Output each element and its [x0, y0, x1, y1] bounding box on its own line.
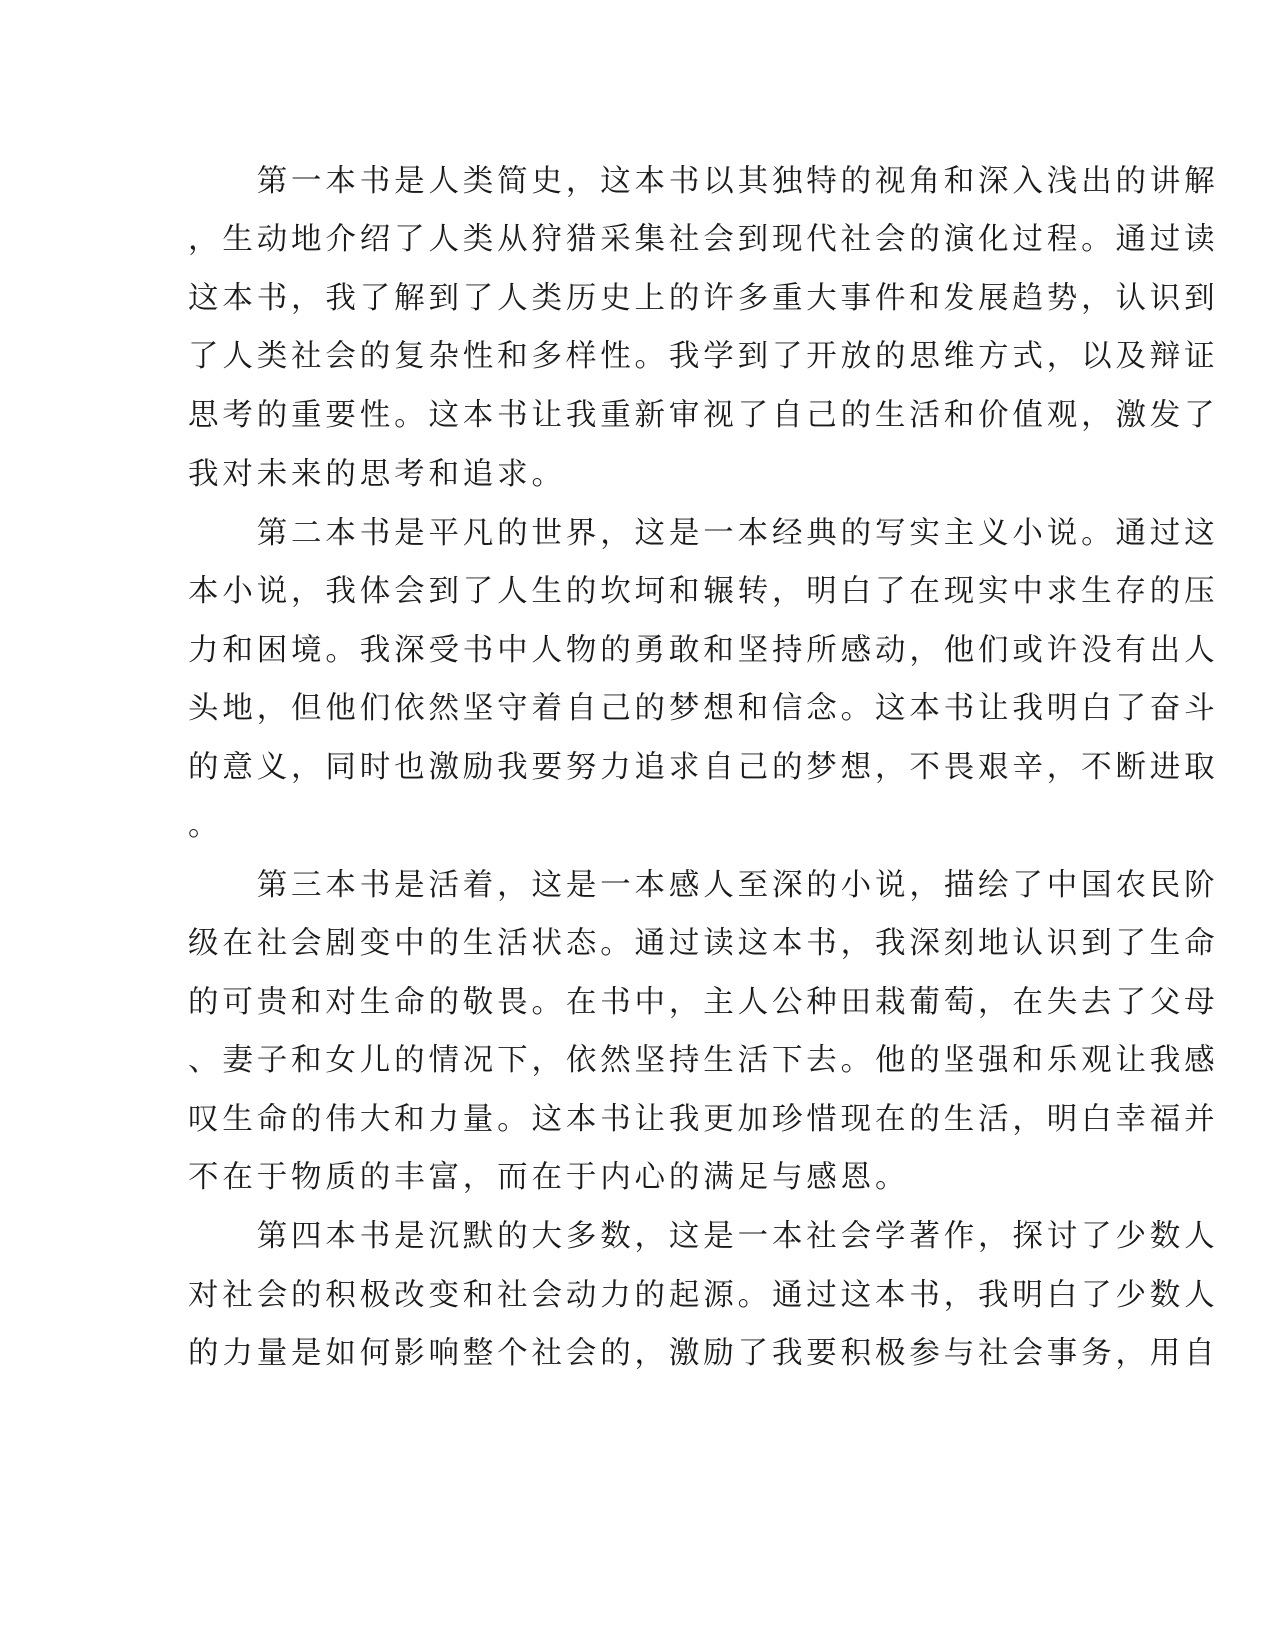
paragraph-2-line-4: 头地，但他们依然坚守着自己的梦想和信念。这本书让我明白了奋斗: [188, 691, 1219, 726]
paragraph-3-line-6: 不在于物质的丰富，而在于内心的满足与感恩。: [188, 1160, 910, 1195]
paragraph-4-line-1: 第四本书是沉默的大多数，这是一本社会学著作，探讨了少数人: [188, 1219, 1219, 1254]
paragraph-2-line-6: 。: [188, 808, 223, 843]
paragraph-3-line-5: 叹生命的伟大和力量。这本书让我更加珍惜现在的生活，明白幸福并: [188, 1102, 1219, 1137]
paragraph-1-line-6: 我对未来的思考和追求。: [188, 457, 566, 492]
paragraph-3-line-1: 第三本书是活着，这是一本感人至深的小说，描绘了中国农民阶: [188, 868, 1219, 903]
paragraph-3-line-4: 、妻子和女儿的情况下，依然坚持生活下去。他的坚强和乐观让我感: [188, 1043, 1219, 1078]
paragraph-2-line-5: 的意义，同时也激励我要努力追求自己的梦想，不畏艰辛，不断进取: [188, 750, 1219, 785]
paragraph-4-line-3: 的力量是如何影响整个社会的，激励了我要积极参与社会事务，用自: [188, 1336, 1219, 1371]
paragraph-1-line-2: ，生动地介绍了人类从狩猎采集社会到现代社会的演化过程。通过读: [188, 222, 1219, 257]
paragraph-3-line-2: 级在社会剧变中的生活状态。通过读这本书，我深刻地认识到了生命: [188, 926, 1219, 961]
paragraph-4-line-2: 对社会的积极改变和社会动力的起源。通过这本书，我明白了少数人: [188, 1278, 1219, 1313]
paragraph-3-line-3: 的可贵和对生命的敬畏。在书中，主人公种田栽葡萄，在失去了父母: [188, 985, 1219, 1020]
paragraph-2-line-3: 力和困境。我深受书中人物的勇敢和坚持所感动，他们或许没有出人: [188, 633, 1219, 668]
paragraph-2-line-2: 本小说，我体会到了人生的坎坷和辗转，明白了在现实中求生存的压: [188, 574, 1219, 609]
paragraph-2-line-1: 第二本书是平凡的世界，这是一本经典的写实主义小说。通过这: [188, 516, 1219, 551]
paragraph-1-line-4: 了人类社会的复杂性和多样性。我学到了开放的思维方式，以及辩证: [188, 339, 1219, 374]
paragraph-1-line-5: 思考的重要性。这本书让我重新审视了自己的生活和价值观，激发了: [188, 398, 1219, 433]
paragraph-1-line-1: 第一本书是人类简史，这本书以其独特的视角和深入浅出的讲解: [188, 164, 1219, 199]
paragraph-1-line-3: 这本书，我了解到了人类历史上的许多重大事件和发展趋势，认识到: [188, 281, 1219, 316]
